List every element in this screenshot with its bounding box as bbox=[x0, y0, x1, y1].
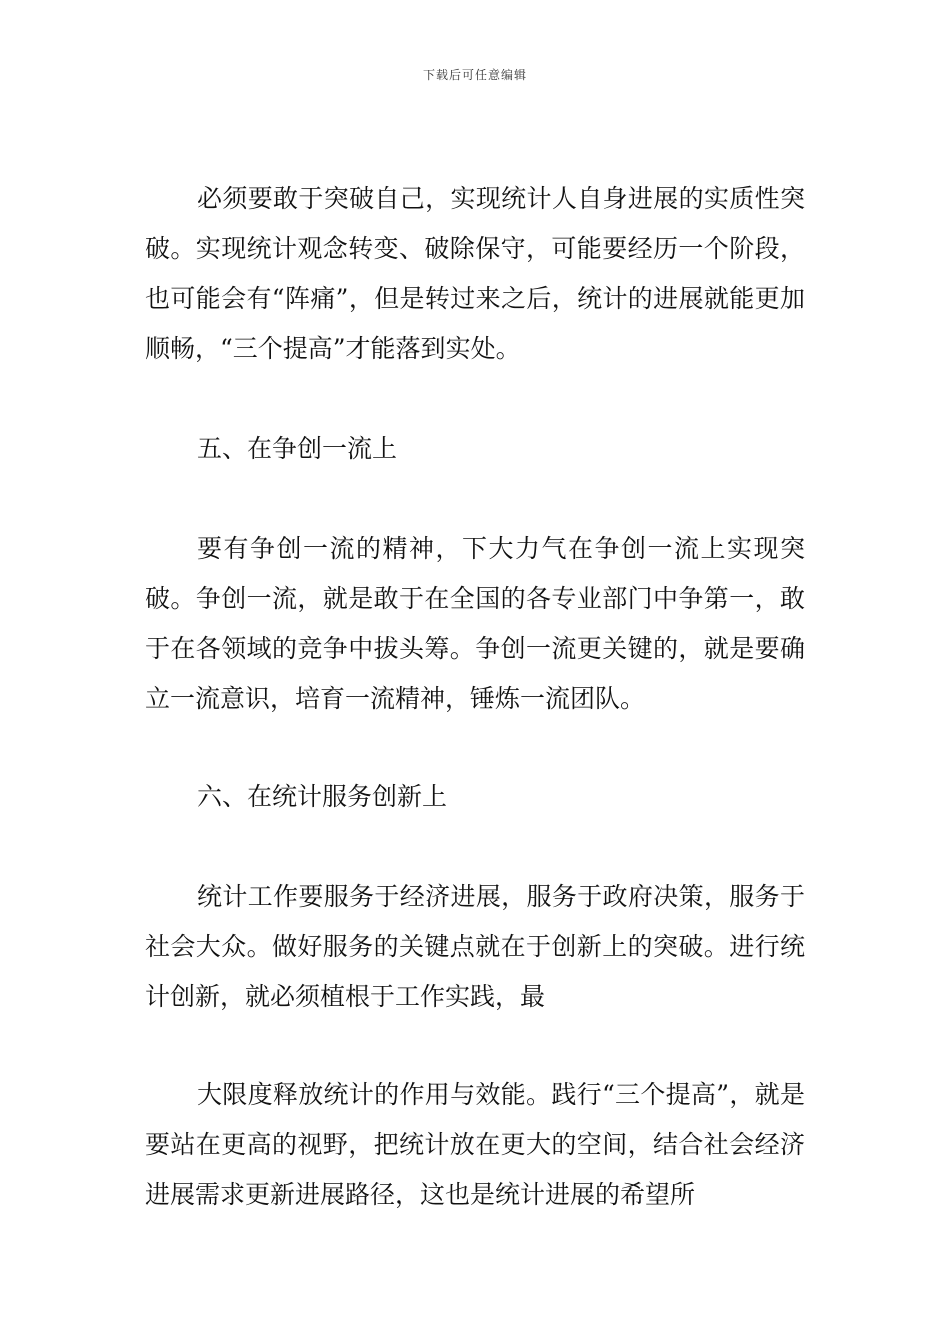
paragraph-3: 统计工作要服务于经济进展，服务于政府决策，服务于社会大众。做好服务的关键点就在于创新上的突破。进行统计创新，就必须植根于工作实践，最 bbox=[145, 882, 805, 1011]
paragraph-2: 要有争创一流的精神，下大力气在争创一流上实现突破。争创一流，就是敢于在全国的各专业部门中争第一，敢于在各领域的竞争中拔头筹。争创一流更关键的，就是要确立一流意识，培育一流精神，锤炼一流团队。 bbox=[145, 534, 805, 713]
paragraph-4: 大限度释放统计的作用与效能。践行“三个提高”，就是要站在更高的视野，把统计放在更大的空间，结合社会经济进展需求更新进展路径，这也是统计进展的希望所 bbox=[145, 1080, 805, 1209]
paragraph-1: 必须要敢于突破自己，实现统计人自身进展的实质性突破。实现统计观念转变、破除保守，可能要经历一个阶段，也可能会有“阵痛”，但是转过来之后，统计的进展就能更加顺畅，“三个提高”才能落到实处。 bbox=[145, 184, 805, 363]
section-heading-5: 五、在争创一流上 bbox=[197, 434, 398, 463]
header-note: 下载后可任意编辑 bbox=[422, 68, 527, 82]
section-heading-6: 六、在统计服务创新上 bbox=[197, 782, 448, 811]
